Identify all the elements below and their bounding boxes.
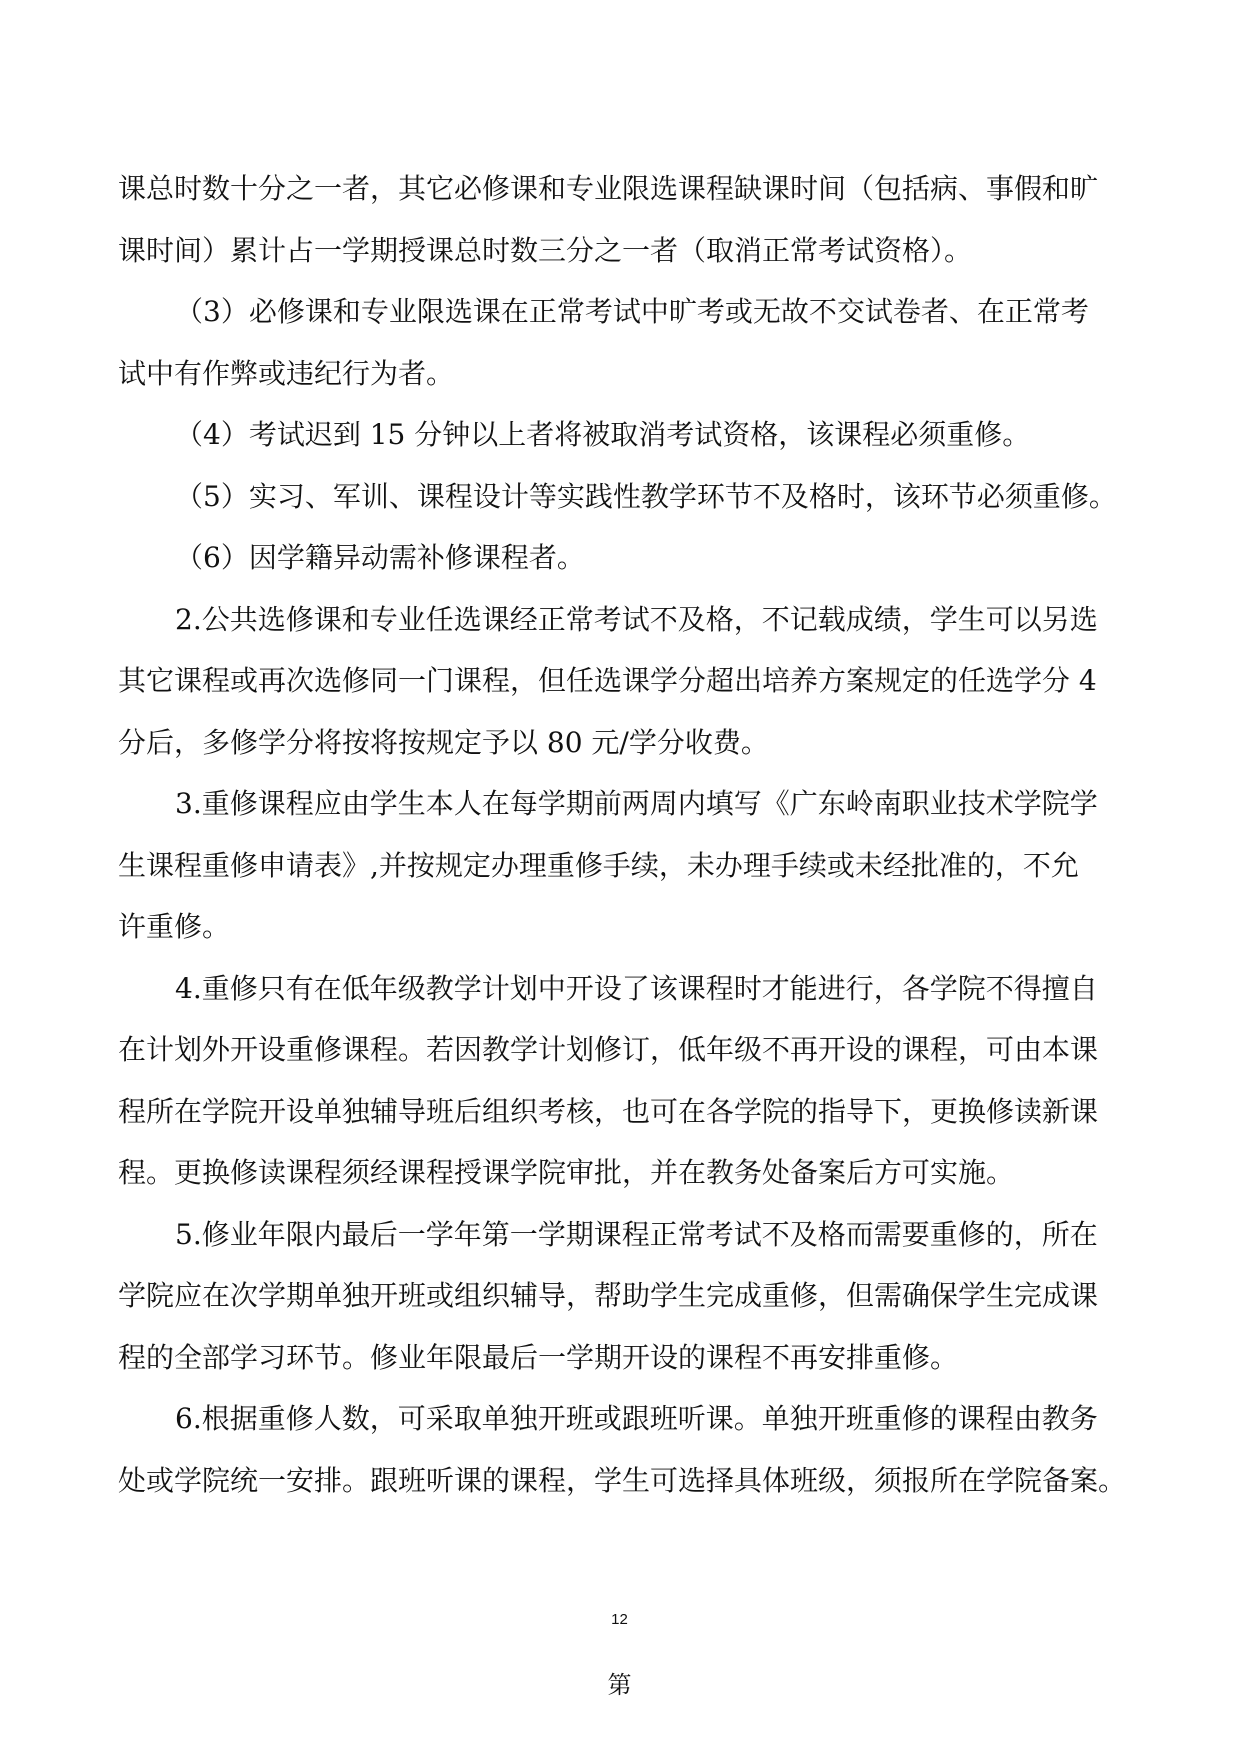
text-line: 3.重修课程应由学生本人在每学期前两周内填写《广东岭南职业技术学院学 [175,787,1098,820]
text-line: 课总时数十分之一者，其它必修课和专业限选课程缺课时间（包括病、事假和旷 [118,172,1099,205]
text-line: 程所在学院开设单独辅导班后组织考核，也可在各学院的指导下，更换修读新课 [118,1094,1099,1128]
text-line: 2.公共选修课和专业任选课经正常考试不及格，不记载成绩，学生可以另选 [175,602,1098,636]
text-line: 其它课程或再次选修同一门课程，但任选课学分超出培养方案规定的任选学分 4 [118,664,1097,697]
text-line: （3）必修课和专业限选课在正常考试中旷考或无故不交试卷者、在正常考 [175,295,1089,328]
text-line: 4.重修只有在低年级教学计划中开设了该课程时才能进行，各学院不得擅自 [175,971,1098,1005]
text-line: 程。更换修读课程须经课程授课学院审批，并在教务处备案后方可实施。 [118,1156,1015,1189]
text-line: 程的全部学习环节。修业年限最后一学期开设的课程不再安排重修。 [118,1340,959,1374]
text-line: 课时间）累计占一学期授课总时数三分之一者（取消正常考试资格）。 [118,233,973,267]
footer-text: 第 [607,1671,632,1699]
text-line: （6）因学籍异动需补修课程者。 [175,541,585,574]
text-line: 分后，多修学分将按将按规定予以 80 元/学分收费。 [118,725,769,759]
text-line: （5）实习、军训、课程设计等实践性教学环节不及格时，该环节必须重修。 [175,479,1117,513]
text-line: 在计划外开设重修课程。若因教学计划修订，低年级不再开设的课程，可由本课 [118,1033,1099,1066]
text-line: 许重修。 [118,910,231,943]
text-line: 生课程重修申请表》,并按规定办理重修手续，未办理手续或未经批准的，不允 [118,848,1079,882]
text-line: 学院应在次学期单独开班或组织辅导，帮助学生完成重修，但需确保学生完成课 [118,1279,1099,1312]
text-line: （4）考试迟到 15 分钟以上者将被取消考试资格，该课程必须重修。 [175,418,1031,451]
page-number: 12 [611,1611,628,1628]
text-line: 试中有作弊或违纪行为者。 [118,356,455,390]
text-line: 6.根据重修人数，可采取单独开班或跟班听课。单独开班重修的课程由教务 [175,1402,1098,1435]
text-line: 5.修业年限内最后一学年第一学期课程正常考试不及格而需要重修的，所在 [175,1217,1098,1251]
document-body [118,158,1130,1511]
text-line: 处或学院统一安排。跟班听课的课程，学生可选择具体班级，须报所在学院备案。 [118,1463,1127,1497]
